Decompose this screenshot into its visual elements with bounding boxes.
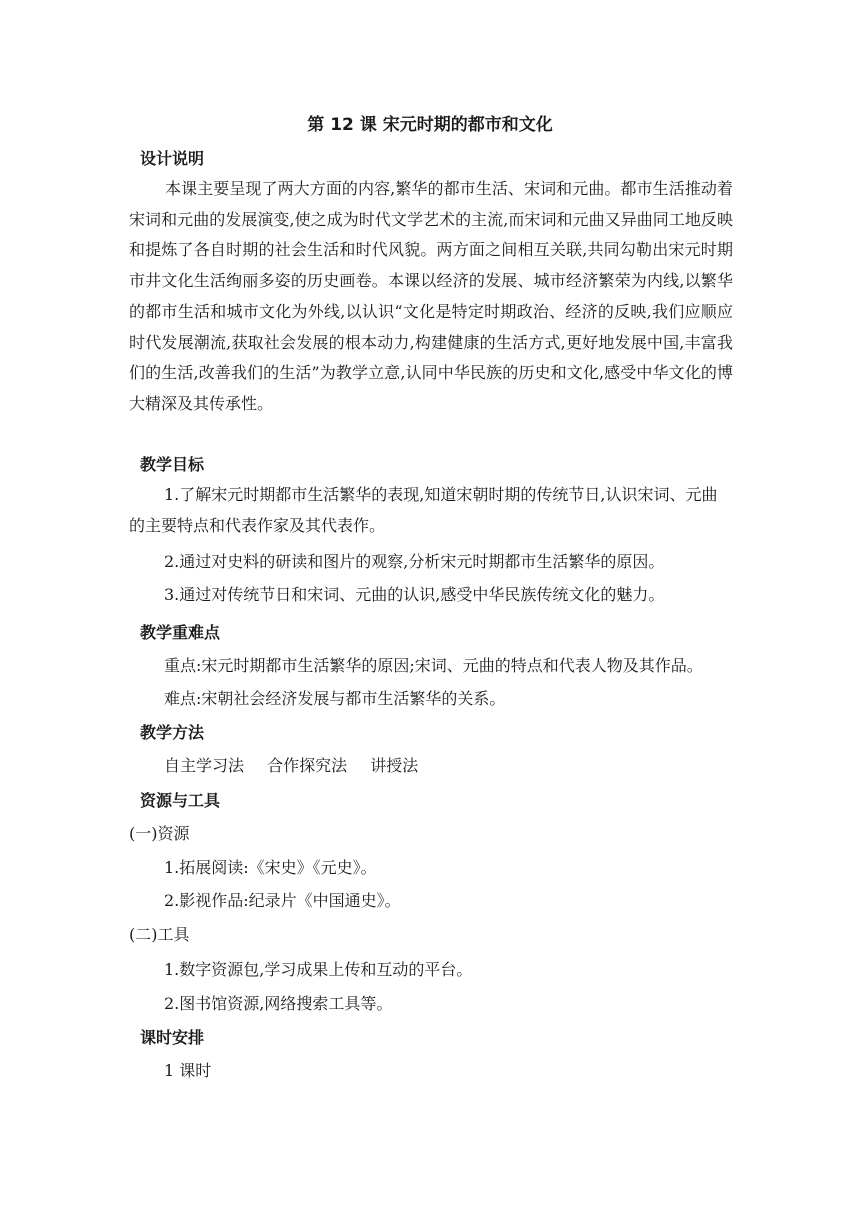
page-title: 第 12 课 宋元时期的都市和文化 <box>307 115 553 135</box>
methods-list <box>164 753 436 776</box>
section-heading-goals: 教学目标 <box>140 455 205 474</box>
resource-item-1: 1.拓展阅读:《宋史》《元史》。 <box>164 858 377 877</box>
section-heading-design: 设计说明 <box>140 149 205 168</box>
schedule-value: 1 课时 <box>164 1061 212 1080</box>
design-paragraph: 本课主要呈现了两大方面的内容,繁华的都市生活、宋词和元曲。都市生活推动着宋词和元曲的发展演变,使之成为时代文学艺术的主流,而宋词和元曲又异曲同工地反映和提炼了各自时期的社会生活和时代风貌。两方面之间相互关联,共同勾勒出宋元时期市井文化生活绚丽多姿的历史画卷。本课以经济的发展、城市经济繁荣为内线,以繁华的都市生活和城市文化为外线,以认识“文化是特定时期政治、经济的反映,我们应顺应时代发展潮流,获取社会发展的根本动力,构建健康的生活方式,更好地发展中国,丰富我们的生活,改善我们的生活”为教学立意,认同中华民族的历史和文化,感受中华文化的博大精深及其传承性。 <box>129 179 733 413</box>
key-point-focus: 重点:宋元时期都市生活繁华的原因;宋词、元曲的特点和代表人物及其作品。 <box>164 656 703 675</box>
tool-item-2: 2.图书馆资源,网络搜索工具等。 <box>164 994 393 1013</box>
section-heading-key-points: 教学重难点 <box>140 623 221 642</box>
tool-item-1: 1.数字资源包,学习成果上传和互动的平台。 <box>164 960 473 979</box>
section-heading-methods: 教学方法 <box>140 723 205 742</box>
method-item: 合作探究法 <box>267 756 348 775</box>
goal-item-2: 2.通过对史料的研读和图片的观察,分析宋元时期都市生活繁华的原因。 <box>164 552 665 571</box>
method-item: 讲授法 <box>370 756 419 775</box>
key-point-difficulty: 难点:宋朝社会经济发展与都市生活繁华的关系。 <box>164 689 506 708</box>
goal-item-1: 1.了解宋元时期都市生活繁华的表现,知道宋朝时期的传统节日,认识宋词、元曲的主要特点和代表作家及其代表作。 <box>129 485 718 535</box>
resource-item-2: 2.影视作品:纪录片《中国通史》。 <box>164 891 401 910</box>
resources-group-label: (一)资源 <box>129 824 190 843</box>
method-item: 自主学习法 <box>164 756 245 775</box>
tools-group-label: (二)工具 <box>129 925 190 944</box>
section-heading-schedule: 课时安排 <box>140 1028 205 1047</box>
goal-item-3: 3.通过对传统节日和宋词、元曲的认识,感受中华民族传统文化的魅力。 <box>164 585 665 604</box>
section-heading-resources: 资源与工具 <box>140 791 221 810</box>
